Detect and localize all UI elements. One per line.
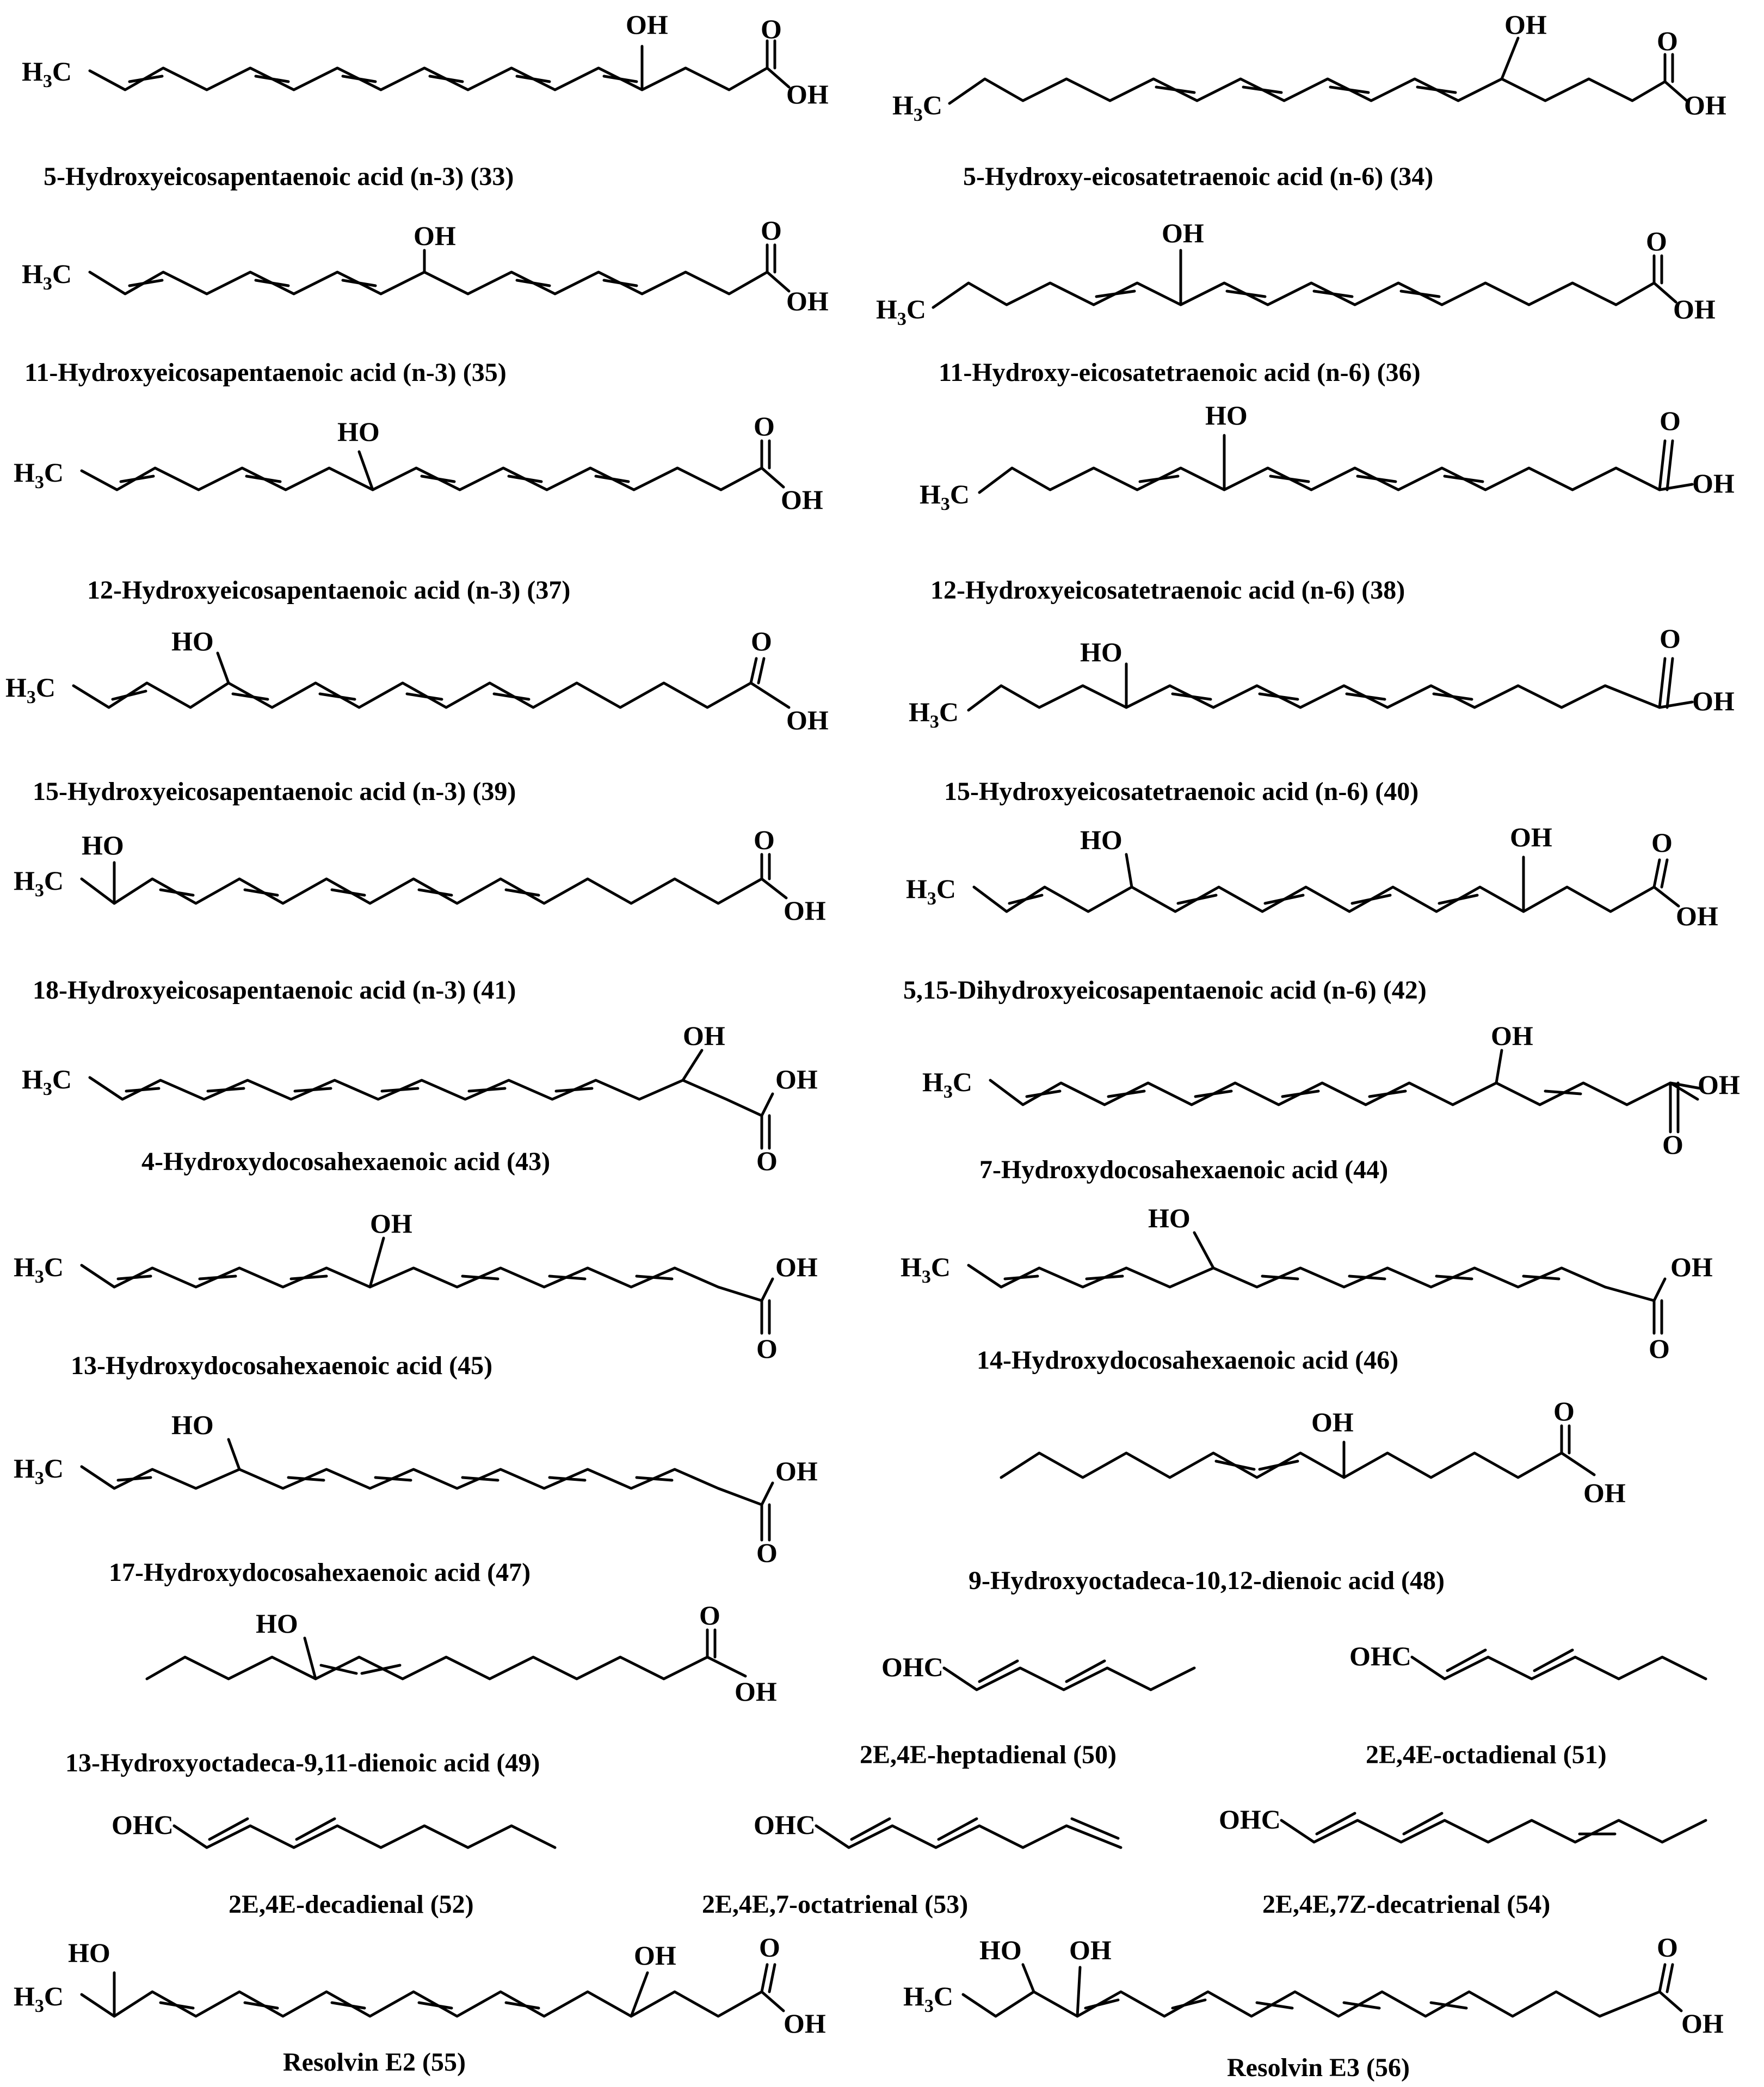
hydroxyl-label-2: OH (634, 1940, 676, 1971)
carbon-chain (1281, 1820, 1706, 1842)
methyl-label: $H_3C$ (906, 873, 957, 909)
double-bonds (121, 476, 628, 482)
hydroxyl-label: HO (979, 1935, 1022, 1965)
structure-48 (1001, 1396, 1626, 1508)
structure-33 (22, 9, 829, 109)
double-bonds (129, 280, 637, 286)
hydroxyl-label: HO (1148, 1203, 1191, 1233)
caption-40: 15-Hydroxyeicosatetraenoic acid (n-6) (40) (944, 777, 1419, 806)
double-bonds (1005, 1276, 1559, 1279)
caption-37: 12-Hydroxyeicosapentaenoic acid (n-3) (37) (87, 576, 571, 605)
structure-47 (14, 1409, 818, 1568)
caption-50: 2E,4E-heptadienal (50) (860, 1740, 1117, 1769)
carbon-chain (82, 468, 762, 490)
caption-42: 5,15-Dihydroxyeicosapentaenoic acid (n-6) (42) (903, 976, 1427, 1005)
carbonyl-o-label: O (1662, 1129, 1683, 1160)
caption-35: 11-Hydroxyeicosapentaenoic acid (n-3) (35) (24, 358, 507, 387)
caption-33: 5-Hydroxyeicosapentaenoic acid (n-3) (33) (44, 162, 514, 191)
methyl-label: $H_3C$ (14, 865, 64, 901)
structure-42 (906, 822, 1718, 931)
structure-49 (147, 1600, 777, 1707)
caption-47: 17-Hydroxydocosahexaenoic acid (47) (109, 1558, 531, 1587)
carbonyl-o-label: O (1660, 623, 1681, 654)
methyl-label: $H_3C$ (14, 1981, 64, 2016)
methyl-label: $H_3C$ (909, 697, 959, 732)
carboxyl-oh-label: OH (1698, 1069, 1740, 1100)
hydroxyl-label: HO (171, 626, 214, 656)
double-bonds (118, 1477, 672, 1480)
carboxyl-oh-label: OH (735, 1676, 777, 1707)
carbon-chain (979, 468, 1660, 492)
hydroxyl-bond (1502, 38, 1518, 79)
caption-48: 9-Hydroxyoctadeca-10,12-dienoic acid (48) (969, 1566, 1445, 1595)
carboxyl-oh-label: OH (1692, 468, 1735, 498)
caption-39: 15-Hydroxyeicosapentaenoic acid (n-3) (39) (33, 777, 516, 806)
carbonyl-o-label: O (1657, 1932, 1678, 1962)
carbonyl-o-label: O (699, 1600, 720, 1630)
structure-50 (881, 1652, 1194, 1690)
carbonyl-o-label: O (754, 411, 775, 441)
carbon-chain (82, 1265, 762, 1301)
hydroxyl-label: OH (1504, 9, 1547, 40)
structure-46 (900, 1203, 1713, 1364)
structure-45 (14, 1208, 818, 1364)
hydroxyl-label-2: OH (1069, 1935, 1112, 1965)
aldehyde-label: OHC (754, 1809, 816, 1840)
carboxyl-oh-label: OH (1676, 901, 1718, 931)
caption-34: 5-Hydroxy-eicosatetraenoic acid (n-6) (34) (963, 162, 1434, 191)
carbon-chain (1001, 1453, 1594, 1477)
carbon-chain (90, 272, 767, 294)
hydroxyl-label: HO (256, 1608, 298, 1639)
aldehyde-label: OHC (1219, 1804, 1281, 1834)
caption-52: 2E,4E-decadienal (52) (229, 1890, 474, 1919)
methyl-label: $H_3C$ (920, 479, 970, 514)
carbonyl-o-label: O (756, 1146, 778, 1176)
aldehyde-label: OHC (1349, 1641, 1411, 1671)
carbonyl-o-label: O (1553, 1396, 1575, 1426)
carbon-chain (147, 1657, 745, 1679)
carbon-chain (949, 79, 1665, 103)
carboxyl-oh-label: OH (1673, 294, 1716, 324)
carbonyl-o-label: O (751, 626, 772, 656)
methyl-label: $H_3C$ (892, 90, 943, 125)
methyl-label: $H_3C$ (14, 1453, 64, 1488)
carbon-chain (1412, 1657, 1706, 1679)
caption-36: 11-Hydroxy-eicosatetraenoic acid (n-6) (36) (939, 358, 1421, 387)
hydroxyl-label: HO (171, 1409, 214, 1440)
hydroxyl-label: OH (626, 9, 668, 40)
hydroxyl-label: HO (337, 416, 380, 447)
carboxyl-oh-label: OH (786, 705, 829, 735)
hydroxyl-label: HO (1205, 400, 1248, 430)
carboxyl-oh-label: OH (1670, 1252, 1713, 1282)
methyl-label: $H_3C$ (900, 1252, 951, 1287)
structure-55 (14, 1932, 826, 2039)
structure-39 (5, 626, 829, 735)
carbon-chain (90, 1078, 762, 1116)
carbonyl-o-label: O (1649, 1333, 1670, 1364)
methyl-label: $H_3C$ (903, 1981, 954, 2016)
aldehyde-label: OHC (112, 1809, 174, 1840)
carbon-chain (974, 887, 1654, 912)
structure-51 (1349, 1641, 1706, 1679)
carbonyl-o-label: O (761, 14, 782, 44)
methyl-label: $H_3C$ (5, 672, 56, 707)
carbonyl-o-label: O (759, 1932, 780, 1962)
hydroxyl-label: OH (370, 1208, 412, 1239)
carboxyl-oh-label: OH (784, 2008, 826, 2039)
caption-38: 12-Hydroxyeicosatetraenoic acid (n-6) (38) (930, 576, 1405, 605)
carbonyl-o-label: O (761, 215, 782, 245)
caption-41: 18-Hydroxyeicosapentaenoic acid (n-3) (41) (33, 976, 516, 1005)
hydroxyl-label: HO (1080, 637, 1122, 667)
carbonyl-o-label: O (754, 824, 775, 855)
carbon-chain (933, 283, 1654, 307)
caption-55: Resolvin E2 (55) (283, 2048, 466, 2077)
carbonyl-o-label: O (1657, 26, 1678, 56)
hydroxyl-label-2: OH (1510, 822, 1552, 852)
carbon-chain (90, 68, 767, 90)
hydroxyl-label: HO (1080, 824, 1122, 855)
structure-54 (1219, 1804, 1706, 1842)
carboxyl-oh-label: OH (775, 1064, 818, 1094)
structure-36 (876, 218, 1716, 329)
carboxyl-oh-label: OH (781, 484, 823, 515)
carboxyl-oh-label: OH (1681, 2008, 1724, 2039)
structure-56 (903, 1932, 1724, 2039)
carboxyl-oh-label: OH (786, 79, 829, 109)
hydroxyl-label: OH (1491, 1020, 1533, 1051)
methyl-label: $H_3C$ (22, 258, 72, 294)
carbonyl-o-label: O (756, 1333, 778, 1364)
caption-56: Resolvin E3 (56) (1227, 2053, 1410, 2082)
structure-44 (922, 1020, 1740, 1160)
double-bonds (1140, 476, 1483, 482)
carboxyl-oh-label: OH (775, 1456, 818, 1486)
caption-43: 4-Hydroxydocosahexaenoic acid (43) (141, 1147, 551, 1176)
hydroxyl-label: OH (1162, 218, 1204, 248)
caption-54: 2E,4E,7Z-decatrienal (54) (1262, 1890, 1551, 1919)
carboxyl-oh-label: OH (1692, 686, 1735, 716)
structure-40 (909, 623, 1735, 732)
caption-44: 7-Hydroxydocosahexaenoic acid (44) (979, 1155, 1389, 1184)
caption-49: 13-Hydroxyoctadeca-9,11-dienoic acid (49) (65, 1749, 540, 1777)
hydroxyl-label: HO (68, 1937, 110, 1968)
carbon-chain (82, 1467, 762, 1505)
caption-46: 14-Hydroxydocosahexaenoic acid (46) (977, 1346, 1399, 1375)
structure-41 (14, 824, 826, 926)
structure-52 (112, 1809, 555, 1848)
methyl-label: $H_3C$ (22, 56, 72, 91)
methyl-label: $H_3C$ (876, 294, 927, 329)
methyl-label: $H_3C$ (922, 1067, 973, 1102)
methyl-label: $H_3C$ (14, 1252, 64, 1287)
carboxyl-oh-label: OH (1684, 90, 1726, 120)
carbon-chain (816, 1826, 1121, 1848)
carboxyl-oh-label: OH (784, 895, 826, 926)
structure-37 (14, 411, 823, 515)
methyl-label: $H_3C$ (22, 1064, 72, 1099)
structure-34 (892, 9, 1726, 125)
carbonyl-o-label: O (1660, 405, 1681, 436)
double-bonds (129, 76, 637, 82)
carboxyl-oh-label: OH (775, 1252, 818, 1282)
hydroxyl-label: OH (414, 220, 456, 251)
carbon-chain (969, 686, 1660, 710)
caption-51: 2E,4E-octadienal (51) (1366, 1740, 1607, 1769)
carbon-chain (963, 1992, 1660, 2016)
structure-35 (22, 215, 829, 316)
structure-38 (920, 400, 1735, 514)
carboxyl-oh-label: OH (1583, 1477, 1626, 1508)
aldehyde-label: OHC (881, 1652, 943, 1682)
hydroxyl-label: HO (82, 830, 124, 860)
carbon-chain (969, 1265, 1654, 1301)
structure-53 (754, 1809, 1121, 1848)
carbonyl-o-label: O (1646, 226, 1667, 256)
methyl-label: $H_3C$ (14, 457, 64, 492)
hydroxyl-label: OH (1311, 1407, 1354, 1437)
caption-45: 13-Hydroxydocosahexaenoic acid (45) (71, 1351, 493, 1380)
carboxyl-oh-label: OH (786, 286, 829, 316)
double-bonds (1096, 291, 1439, 297)
carbonyl-o-label: O (1651, 827, 1673, 858)
caption-53: 2E,4E,7-octatrienal (53) (702, 1890, 969, 1919)
hydroxyl-label: OH (683, 1020, 725, 1051)
carbonyl-o-label: O (756, 1537, 778, 1568)
carbon-chain (990, 1080, 1698, 1105)
